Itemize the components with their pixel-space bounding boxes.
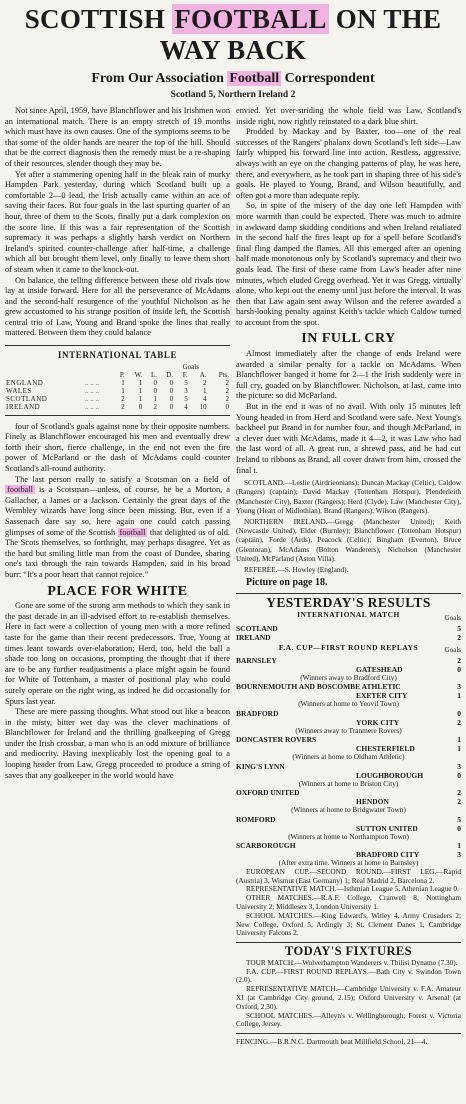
table-cell: 0	[225, 402, 229, 411]
home-team: OXFORD UNITED	[236, 788, 300, 798]
result-note: (Winners at home to Bridgwater Town)	[291, 805, 406, 815]
headline-part1: SCOTTISH	[24, 4, 173, 34]
home-team: DONCASTER ROVERS	[236, 735, 317, 745]
referee-line: REFEREE.—S. Howley (England).	[244, 565, 349, 575]
article-paragraph	[5, 475, 230, 581]
away-score: 1	[457, 691, 461, 701]
home-team: SCARBOROUGH	[236, 841, 296, 851]
away-team: HENDON	[356, 797, 389, 807]
table-header-row	[5, 371, 230, 379]
byline-suffix: Correspondent	[281, 71, 375, 86]
table-row: SCOTLAND .. .. .. 2 1 1 0 5 4 2	[6, 394, 229, 403]
away-team: IRELAND	[236, 632, 271, 642]
column-header: L.	[150, 370, 158, 379]
away-team: YORK CITY	[356, 717, 400, 727]
article-paragraph: Almost immediately after the change of ends Ireland were awarded a similar penalty for a tackle on McAdams. When Blanchflower banged it home for 2—1 the Irish suddenly were in full cry, goaded on by Blanchflower. Nicholson, at last, came into the picture: so did McParland.	[236, 349, 461, 401]
table-cell: 10	[199, 402, 207, 411]
away-team: GATESHEAD	[356, 664, 403, 674]
results-subheading: INTERNATIONAL MATCH	[297, 610, 400, 620]
home-score: 1	[457, 841, 461, 851]
table-cell: 2	[203, 378, 207, 387]
home-team: BOURNEMOUTH AND BOSCOMBE ATHLETIC	[236, 682, 401, 692]
table-cell: 0	[169, 378, 174, 387]
section-heading: IN FULL CRY	[301, 331, 396, 347]
fixtures-paragraph: F.A. CUP.—FIRST ROUND REPLAYS.—Bath City v. Swindon Town (2.0).	[236, 966, 461, 985]
results-paragraph: REPRESENTATIVE MATCH.—Isthmian League 5, Athenian League 0.	[246, 884, 459, 894]
result-note: (Winners away to Bradford City)	[300, 672, 397, 682]
byline-highlight: Football	[229, 71, 280, 86]
away-team: CHESTERFIELD	[356, 744, 415, 754]
result-note: (Winners at home to Briston City)	[298, 778, 399, 788]
table-cell: 5	[184, 378, 188, 387]
score-line: Scotland 5, Northern Ireland 2	[170, 90, 296, 100]
result-row	[236, 624, 461, 633]
home-score: 2	[457, 788, 461, 798]
result-row	[236, 815, 461, 824]
table-cell: 0	[169, 402, 174, 411]
home-team: BRADFORD	[236, 708, 279, 718]
away-team: EXETER CITY	[356, 691, 408, 701]
table-cell: 1	[138, 386, 143, 395]
headline	[5, 4, 461, 66]
article-paragraph: But in the end it was of no avail. With only 15 minutes left Young headed in from Herd and Scotland were safe. Next Young's backheel put Brand in for number four, and though McParland, in a clever duet with McAdams, made it 4—2, it was Law who had the last word of all. A great run, a shrewd pass, and he had cut Ireland to ribbons as Brand, all cover drawn from him, crossed the final t.	[236, 402, 461, 475]
team-name: SCOTLAND	[6, 394, 48, 403]
table-cell: 0	[153, 378, 158, 387]
fixtures-paragraph: TOUR MATCH.—Wolverhampton Wanderers v. Tbilisi Dynamo (7.30).	[246, 957, 458, 967]
column-header: A.	[199, 370, 207, 379]
home-team: KING'S LYNN	[236, 761, 285, 771]
article-paragraph: Yet after a stammering opening half in the bleak rain of murky Hampden Park yesterday, during which Scotland built up a comfortable 2—0 lead, the Irish actually came within an ace of saving their faces. But four goals in the last spurting quarter of an hour, three of them to the Scots, finally put a dark complexion on the score line. If this was a fair representation of the Scottish supremacy it was perhaps a slightly harsh verdict on Northern Ireland's spirited counter-challenge after half-time, a challenge which all but brought them level, only finally to leave them short of steam when it came to the knock-out.	[5, 169, 230, 274]
fixtures-paragraph: SCHOOL MATCHES.—Alleyn's v. Wellingborough; Forest v. Victoria College, Jersey.	[236, 1010, 461, 1029]
team-name: IRELAND	[6, 402, 41, 411]
away-team: SUTTON UNITED	[356, 823, 418, 833]
result-row	[236, 841, 461, 850]
fixtures-heading: TODAY'S FIXTURES	[236, 942, 461, 957]
table-cell: 0	[169, 386, 174, 395]
fixtures-paragraph: REPRESENTATIVE MATCH.—Cambridge University v. F.A. Amateur XI (at Cambridge City ground, 2.15); Oxford University v. Arsenal (at Oxford, 2.30).	[236, 984, 461, 1011]
table-cell: 5	[184, 394, 188, 403]
result-row	[236, 633, 461, 642]
article-paragraph: envied. Yet over-striding the whole field was Law, Scotland's inside right, now rightly reinstated to a dark blue shirt.	[236, 106, 461, 126]
footer-note: FENCING.—B.R.N.C. Dartmouth beat Millfield School, 21—4.	[236, 1033, 461, 1046]
home-score: 3	[457, 761, 461, 771]
home-team: BARNSLEY	[236, 655, 277, 665]
result-note: (Winners at home to Yeovil Town)	[298, 699, 399, 709]
table-cell: 4	[203, 394, 207, 403]
table-cell: 0	[153, 386, 158, 395]
table-cell: 1	[153, 394, 158, 403]
fa-cup-results	[236, 656, 461, 868]
result-note: (After extra time. Winners at home to Barnsley)	[278, 858, 419, 868]
column-header: D.	[166, 370, 174, 379]
result-row	[236, 735, 461, 744]
text-run: is a Scotsman—unless, of course, he be a Morton, a Gallacher, a James or a Jackson. Certainly the great days of the Wembley wizards have long since been missing. But, even if a Sassenach dare say so, here again one could catch passing glimpses of some of the Scottish	[5, 485, 230, 537]
table-cell: 1	[121, 378, 125, 387]
team-name: WALES	[6, 386, 32, 395]
highlighted-word: football	[119, 527, 146, 537]
results-heading: YESTERDAY'S RESULTS	[236, 593, 461, 609]
text-run: The last person really to satisfy a Scotsman on a field of	[15, 474, 230, 484]
table-cell: 2	[121, 402, 125, 411]
away-team: BRADFORD CITY	[356, 850, 420, 860]
headline-part2: ON THE WAY BACK	[159, 4, 442, 65]
section-heading: PLACE FOR WHITE	[47, 583, 188, 599]
results-paragraph: EUROPEAN CUP.—SECOND ROUND.—FIRST LEG.—Rapid (Austria) 3, Wismut (East Germany) 1; Real Madrid 2, Barcelona 2.	[236, 866, 461, 885]
table-cell: 1	[121, 386, 125, 395]
results-paragraph: SCHOOL MATCHES.—King Edward's, Witley 4, Army Crusaders 2; New College, Oxford 5, Ardingly 3; St. Clement Danes 1, Cambridge University Falcons 2.	[236, 910, 461, 938]
result-row	[236, 709, 461, 718]
table-cell: 4	[184, 402, 188, 411]
international-table	[5, 345, 230, 416]
away-score: 2	[457, 797, 461, 807]
away-score: 2	[457, 632, 461, 642]
home-score: 1	[457, 735, 461, 745]
goals-label: Goals	[444, 614, 461, 622]
table-cell: 0	[138, 402, 143, 411]
picture-reference: Picture on page 18.	[246, 577, 328, 589]
table-cell: 2	[225, 378, 229, 387]
article-columns	[5, 106, 461, 1046]
results-subheading: F.A. CUP—FIRST ROUND REPLAYS	[278, 642, 419, 652]
byline	[5, 71, 461, 87]
right-column	[236, 106, 461, 1046]
result-note: (Winners at home to Oldham Athletic)	[292, 752, 405, 762]
table-cell: 1	[203, 386, 207, 395]
result-note: (Winners at home to Northampton Town)	[288, 831, 409, 841]
standings-table	[5, 363, 230, 411]
home-team: SCOTLAND	[236, 623, 278, 633]
table-cell: 1	[138, 394, 143, 403]
article-paragraph: four of Scotland's goals against none by their opposite numbers. Finely as Blanchflower encouraged his men and eventually drew forth their short, fierce challenge, in the end not even the fire power of McParland or the dash of McAdams could counter Scotland's all-round authority.	[5, 421, 230, 474]
team-lineup: NORTHERN IRELAND.—Gregg (Manchester United); Keith (Newcastle United), Elder (Burnley); Blanchflower (Tottenham Hotspur) (captain), Forde (Ards), Peacock (Celtic); Bingham (Everton), Bruce (Glentoran), McAdams (Bolton Wanderers), Nicholson (Manchester United), McParland (Aston Villa).	[236, 517, 461, 563]
article-paragraph: Gone are some of the strong arm methods to which they sank in the past decade in an ill-advised effort to re-establish themselves. Here in fact were a collection of young men with a more refined taste for the game than their recent predecessors. True, Young at times leant towards over-elaboration; Herd, too, held the ball a shade too long on occasions, prompting the thought that if there are to be any further readjustments a place might again be found for White of Tottenham, a master of positional play who could surely operate on the right wing, as indeed he did occasionally for Spurs last year.	[5, 601, 230, 706]
result-row	[236, 762, 461, 771]
goals-label: Goals	[444, 646, 461, 655]
left-column	[5, 106, 230, 1046]
table-cell: 2	[153, 402, 158, 411]
table-cell: 1	[138, 378, 143, 387]
article-paragraph: Not since April, 1959, have Blanchflower and his Irishmen won an international match. There is an empty stretch of 19 months which must have its own causes. One of the symptoms seems to be that some of the older hands are nearer the top of the hill. Should that be the correct diagnosis then the remedy must be a re-shaping of their resources, slender though they may be.	[5, 106, 230, 168]
away-score: 0	[457, 770, 461, 780]
results-paragraph: OTHER MATCHES.—R.A.F. College, Cranwell 8, Nottingham University 2; Middlesex 3, London University 1.	[236, 893, 461, 911]
text-run: that delighted us of old. The Scots themselves, so forthright, may perhaps disagree. Yet as the hard but smiling little man from the coast of Dundee, sharing one's taxi through the rain towards Hampden, said in his broad burr: “It's a poor heart that cannot rejoice.”	[5, 527, 231, 579]
team-lineup: SCOTLAND.—Leslie (Airdrieonians); Duncan Mackay (Celtic), Caldow (Rangers) (captain); David Mackay (Tottenham Hotspur), Plenderleith (Manchester City), Baxter (Rangers); Herd (Clyde), Law (Manchester City), Young (Heart of Midlothian), Brand (Rangers), Wilson (Rangers).	[236, 478, 461, 515]
table-cell: 2	[225, 386, 229, 395]
result-note: (Winners away to Tranmere Rovers)	[295, 725, 402, 735]
byline-prefix: From Our Association	[91, 71, 228, 86]
home-score: 5	[457, 623, 461, 633]
table-cell: 2	[121, 394, 125, 403]
table-row: WALES .. .. .. 1 1 0 0 3 1 2	[6, 386, 229, 395]
column-header: W.	[134, 370, 143, 379]
home-score: 2	[457, 655, 461, 665]
table-row: ENGLAND .. .. .. 1 1 0 0 5 2 2	[6, 378, 229, 387]
result-row	[236, 788, 461, 797]
article-paragraph: These are mere passing thoughts. What stood out like a beacon in the misty, bitter wet day was the clever machinations of Blanchflower for Ireland and the thrilling goalkeeping of Gregg under the Irish crossbar, a man who is an odd mixture of brilliance and mediocrity. Having inexplicably lost the opening goal to a looping header from Law, Gregg proceeded to produce a string of saves that any goalkeeper in the world would have	[5, 707, 230, 780]
highlighted-word: football	[7, 485, 33, 495]
table-title: INTERNATIONAL TABLE	[57, 350, 178, 361]
home-score: 3	[457, 682, 461, 692]
goals-label: Goals	[182, 362, 199, 371]
article-paragraph: Prodded by Mackay and by Baxter, too—one of the real successes of the Rangers' phalanx down Scotland's left side—Law fairly whipped his forward line into action. Restless, aggressive, always with an eye on the changing patterns of play, he was here, there, and everywhere, as he took part in shaping three of his side's goals. He played to Young, Brand, and Wilson beautifully, and often got a more than adequate reply.	[236, 127, 461, 200]
column-header: F.	[182, 370, 188, 379]
article-paragraph: On balance, the telling difference between these old rivals now lay at inside forward. Here for all the perseverance of McAdams and the second-half resurgence of the youthful Nicholson as he grew accustomed to his strange position of inside left, the Scottish central trio of Law, Young and Brand spoke the lines that really mattered. Between them they could balance	[5, 275, 230, 338]
away-score: 2	[457, 717, 461, 727]
result-row	[236, 656, 461, 665]
article-paragraph: So, in spite of the misery of the day one left Hampden with more warmth than could be expected. There was much to admire in awkward damp skidding conditions and when Ireland retaliated in the second half the fires leapt up for a spell before Scotland's final fling damped the flames. All this emerged after an opening half made monotonous only by Scotland's supremacy and their two goals lead. The first of these came from Law's header after nine minutes, which eluded Gregg overhead. Yet it was Gregg, virtually alone, who kept out the enemy until just before the interval. It was then that Law again sent away Wilson and the referee awarded a harsh-looking penalty against Keith's tackle which Caldow turned to account from the spot.	[236, 201, 461, 327]
table-row: IRELAND .. .. .. 2 0 2 0 4 10 0	[6, 402, 229, 411]
headline-highlight: FOOTBALL	[174, 4, 327, 34]
team-name: ENGLAND	[6, 378, 44, 387]
result-row	[236, 682, 461, 691]
table-header-row	[5, 363, 230, 371]
table-cell: 2	[225, 394, 229, 403]
column-header: P.	[119, 370, 125, 379]
table-cell: 0	[169, 394, 174, 403]
away-team: LOUGHBOROUGH	[356, 770, 424, 780]
column-header: Pts.	[218, 370, 229, 379]
table-cell: 3	[184, 386, 188, 395]
away-score: 0	[457, 823, 461, 833]
home-score: 5	[457, 814, 461, 824]
away-score: 0	[457, 664, 461, 674]
away-score: 1	[457, 744, 461, 754]
home-team: ROMFORD	[236, 814, 276, 824]
away-score: 3	[457, 850, 461, 860]
home-score: 0	[457, 708, 461, 718]
